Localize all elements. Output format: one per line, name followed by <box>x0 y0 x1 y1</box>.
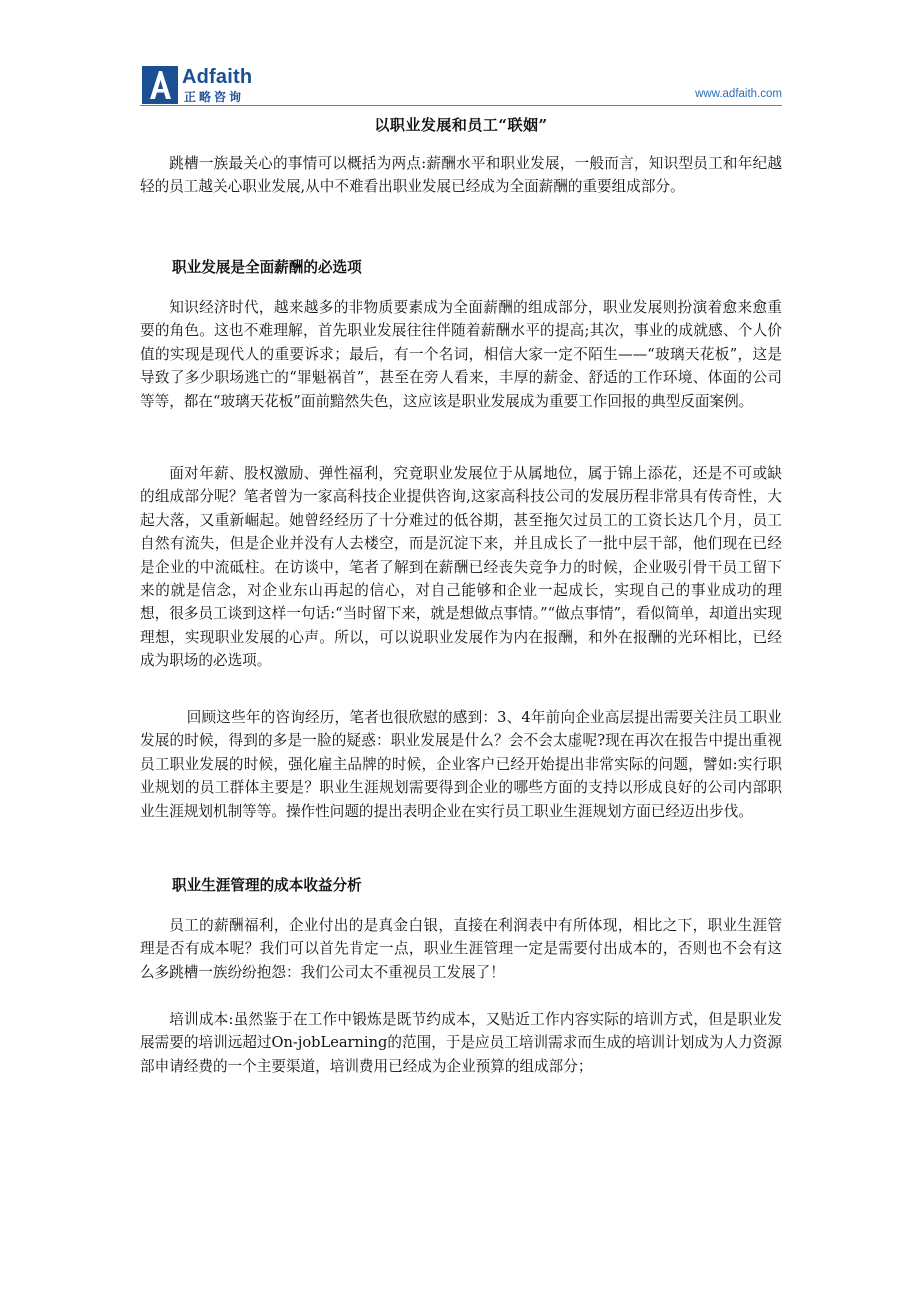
logo-name: Adfaith <box>182 66 253 88</box>
adfaith-logo <box>142 66 262 104</box>
paragraph-training-cost: 培训成本:虽然鉴于在工作中锻炼是既节约成本，又贴近工作内容实际的培训方式，但是职业发展需要的培训远超过On-jobLearning的范围，于是应员工培训需求而生成的培训计划成为人力资源部申请经费的一个主要渠道，培训费用已经成为企业预算的组成部分； <box>140 1011 782 1075</box>
logo-subtitle: 正略咨询 <box>184 90 245 104</box>
document-title: 以职业发展和员工“联姻” <box>374 116 548 134</box>
site-url-link[interactable]: www.adfaith.com <box>695 88 782 100</box>
watermark <box>380 588 710 658</box>
logo-mark-icon <box>142 66 178 104</box>
paragraph-knowledge-economy: 知识经济时代，越来越多的非物质要素成为全面薪酬的组成部分，职业发展则扮演着愈来愈重要的角色。这也不难理解，首先职业发展往往伴随着薪酬水平的提高;其次，事业的成就感、个人价值的实现是现代人的重要诉求；最后，有一个名词，相信大家一定不陌生——“玻璃天花板”，这是导致了多少职场逃亡的“罪魁祸首”，甚至在旁人看来，丰厚的薪金、舒适的工作环境、体面的公司等等，都在“玻璃天花板”面前黯然失色，这应该是职业发展成为重要工作回报的典型反面案例。 <box>140 299 782 410</box>
paragraph-cost-intro: 员工的薪酬福利，企业付出的是真金白银，直接在利润表中有所体现，相比之下，职业生涯管理是否有成本呢？我们可以首先肯定一点，职业生涯管理一定是需要付出成本的，否则也不会有这么多跳槽一族纷纷抱怨：我们公司太不重视员工发展了！ <box>140 917 782 981</box>
paragraph-intro: 跳槽一族最关心的事情可以概括为两点:薪酬水平和职业发展，一般而言，知识型员工和年纪越轻的员工越关心职业发展,从中不难看出职业发展已经成为全面薪酬的重要组成部分。 <box>140 155 782 196</box>
paragraph-case-study: 面对年薪、股权激励、弹性福利，究竟职业发展位于从属地位，属于锦上添花，还是不可或缺的组成部分呢？笔者曾为一家高科技企业提供咨询,这家高科技公司的发展历程非常具有传奇性，大起大落，又重新崛起。她曾经经历了十分难过的低谷期，甚至拖欠过员工的工资长达几个月，员工自然有流失，但是企业并没有人去楼空，而是沉淀下来，并且成长了一批中层干部，他们现在已经是企业的中流砥柱。在访谈中，笔者了解到在薪酬已经丧失竞争力的时候，企业吸引骨干员工留下来的就是信念，对企业东山再起的信心，对自己能够和企业一起成长，实现自己的事业成功的理想，很多员工谈到这样一句话:“当时留下来，就是想做点事情。”“做点事情”，看似简单，却道出实现理想，实现职业发展的心声。所以，可以说职业发展作为内在报酬，和外在报酬的光环相比，已经成为职场的必选项。 <box>140 465 782 670</box>
paragraph-consulting-review: 回顾这些年的咨询经历，笔者也很欣慰的感到：3、4年前向企业高层提出需要关注员工职业发展的时候，得到的多是一脸的疑惑：职业发展是什么？会不会太虚呢?现在再次在报告中提出重视员工职业发展的时候，强化雇主品牌的时候，企业客户已经开始提出非常实际的问题，譬如:实行职业规划的员工群体主要是？职业生涯规划需要得到企业的哪些方面的支持以形成良好的公司内部职业生涯规划机制等等。操作性问题的提出表明企业在实行员工职业生涯规划方面已经迈出步伐。 <box>140 709 782 820</box>
section-heading-1: 职业发展是全面薪酬的必选项 <box>172 259 362 276</box>
section-heading-2: 职业生涯管理的成本收益分析 <box>172 877 362 894</box>
header-divider <box>140 105 782 106</box>
page-header <box>140 64 782 108</box>
